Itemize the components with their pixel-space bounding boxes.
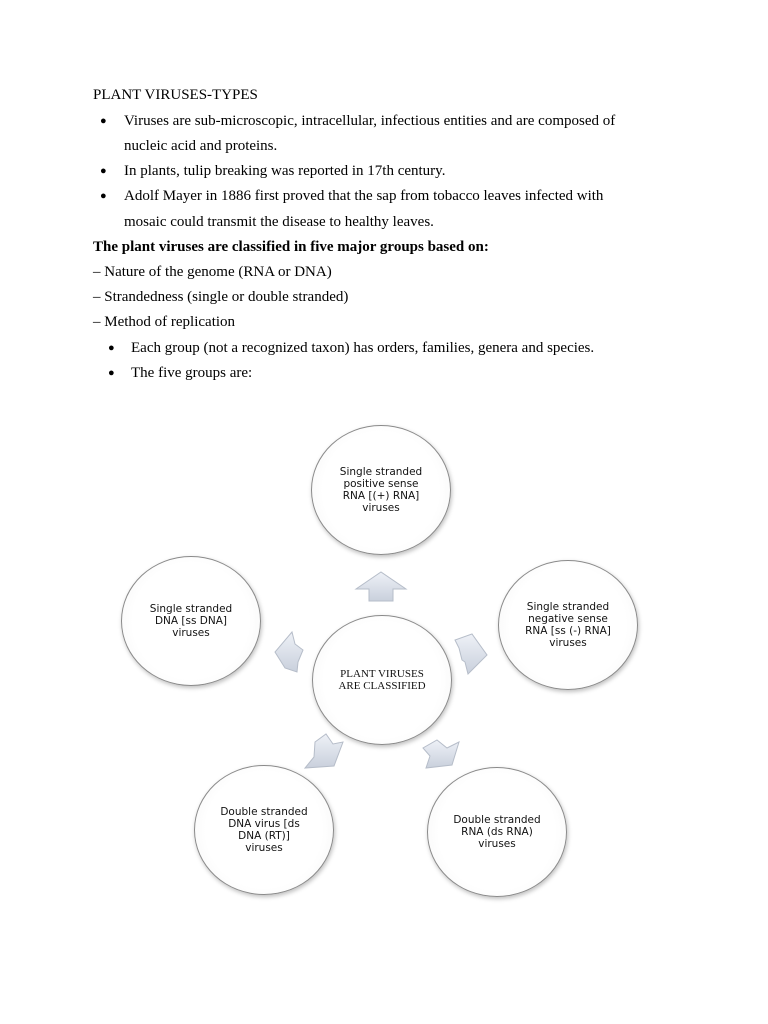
arrow-left-icon: [275, 632, 303, 672]
right-circle-label: Single stranded negative sense RNA [ss (-) RNA] viruses: [525, 601, 611, 649]
arrow-down-right-icon: [423, 740, 459, 768]
bullet-icon: ●: [108, 367, 115, 379]
bullet-2-line-1: In plants, tulip breaking was reported in 17th century.: [124, 163, 446, 179]
bullet-icon: ●: [100, 165, 107, 177]
arrow-up-icon: [356, 572, 406, 601]
dash-item-3: – Method of replication: [93, 314, 236, 330]
bottom-left-circle: [194, 765, 334, 895]
bullet-icon: ●: [100, 190, 107, 202]
arrow-right-icon: [455, 634, 487, 674]
bullet-1-line-2: nucleic acid and proteins.: [124, 138, 278, 154]
bottom-right-circle: [427, 767, 567, 897]
bullet-icon: ●: [100, 115, 107, 127]
left-circle: [121, 556, 261, 686]
center-circle: [312, 615, 452, 745]
top-circle: [311, 425, 451, 555]
bullet-3-line-2: mosaic could transmit the disease to healthy leaves.: [124, 214, 434, 230]
top-circle-label: Single stranded positive sense RNA [(+) RNA] viruses: [339, 466, 423, 514]
right-circle: [498, 560, 638, 690]
dash-item-1: – Nature of the genome (RNA or DNA): [93, 264, 332, 280]
bullet2-1: Each group (not a recognized taxon) has orders, families, genera and species.: [131, 340, 595, 356]
bold-intro-line: The plant viruses are classified in five major groups based on:: [93, 239, 489, 255]
bullet2-2: The five groups are:: [131, 365, 253, 381]
dash-item-2: – Strandedness (single or double stranded): [93, 289, 349, 305]
bullet-icon: ●: [108, 342, 115, 354]
left-circle-label: Single stranded DNA [ss DNA] viruses: [149, 603, 233, 639]
bullet-3-line-1: Adolf Mayer in 1886 first proved that the sap from tobacco leaves infected with: [124, 188, 604, 204]
bullet-1-line-1: Viruses are sub-microscopic, intracellular, infectious entities and are composed of: [124, 113, 616, 129]
bottom-left-circle-label: Double stranded DNA virus [ds DNA (RT)] viruses: [220, 806, 308, 854]
page-heading: PLANT VIRUSES-TYPES: [93, 87, 258, 103]
bottom-right-circle-label: Double stranded RNA (ds RNA) viruses: [453, 814, 541, 850]
arrow-down-left-icon: [305, 734, 343, 768]
center-circle-label: PLANT VIRUSES ARE CLASSIFIED: [338, 668, 426, 692]
